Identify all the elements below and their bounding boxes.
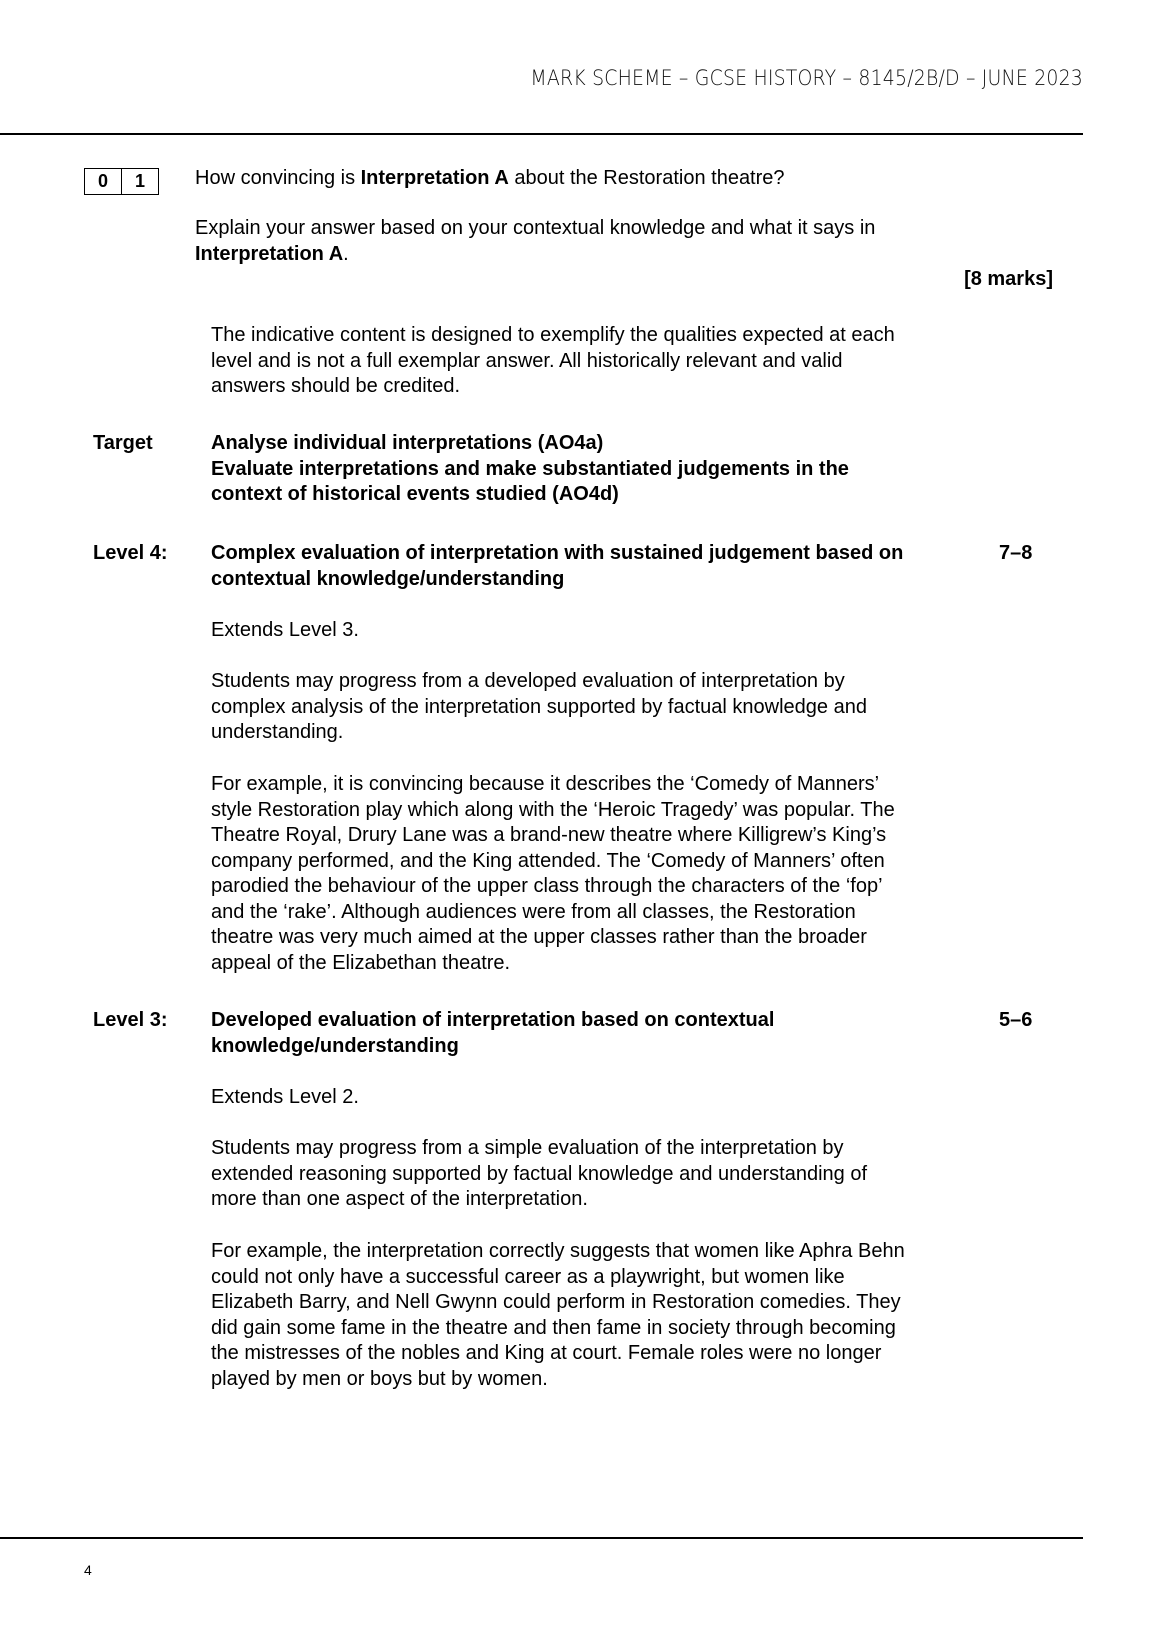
text-line: parodied the behaviour of the upper class through the characters of the ‘fop’ — [211, 875, 883, 897]
text-line: The indicative content is designed to exemplify the qualities expected at each — [211, 324, 895, 346]
indicative-content-note — [211, 323, 971, 400]
marks-label: [8 marks] — [964, 268, 1053, 290]
text-line: and the ‘rake’. Although audiences were from all classes, the Restoration — [211, 900, 856, 923]
text-line: Evaluate interpretations and make substantiated judgements in the — [211, 457, 849, 480]
level-4-descriptor — [211, 541, 971, 592]
text-line: Theatre Royal, Drury Lane was a brand-new theatre where Killigrew’s King’s — [211, 824, 887, 846]
text-line: contextual knowledge/understanding — [211, 567, 565, 590]
question-instruction — [195, 216, 875, 267]
text-line: For example, the interpretation correctly suggests that women like Aphra Behn — [211, 1240, 905, 1262]
level-4-progress — [211, 669, 971, 746]
text-line: Developed evaluation of interpretation based on contextual — [211, 1009, 775, 1031]
text-line: Complex evaluation of interpretation with sustained judgement based on — [211, 542, 904, 564]
text-line: understanding. — [211, 721, 344, 743]
text-line: answers should be credited. — [211, 375, 461, 397]
text-line: more than one aspect of the interpretation. — [211, 1188, 588, 1210]
text-line: Students may progress from a simple evaluation of the interpretation by — [211, 1137, 844, 1159]
footer-rule — [0, 1537, 1083, 1539]
level-3-extends: Extends Level 2. — [211, 1086, 359, 1108]
text-line: context of historical events studied (AO4d) — [211, 483, 619, 505]
text-line: For example, it is convincing because it describes the ‘Comedy of Manners’ — [211, 773, 880, 795]
level-3-descriptor — [211, 1008, 971, 1059]
text-line: appeal of the Elizabethan theatre. — [211, 951, 511, 974]
instruction-line — [195, 242, 875, 268]
running-header: MARK SCHEME – GCSE HISTORY – 8145/2B/D – JUNE 2023 — [530, 66, 1083, 90]
text-line: played by men or boys but by women. — [211, 1367, 548, 1390]
level-3-example — [211, 1239, 971, 1392]
level-3-progress — [211, 1136, 971, 1213]
prompt-text: about the Restoration theatre? — [508, 167, 785, 189]
level-4-label: Level 4: — [93, 542, 168, 564]
text-line: could not only have a successful career as a playwright, but women like — [211, 1265, 845, 1288]
prompt-text: How convincing is — [195, 167, 361, 189]
level-4-mark-range: 7–8 — [999, 542, 1033, 564]
level-3-label: Level 3: — [93, 1009, 168, 1031]
question-digit: 1 — [121, 169, 158, 194]
text-line: Analyse individual interpretations (AO4a) — [211, 432, 604, 454]
level-4-example — [211, 772, 971, 976]
target-label: Target — [93, 432, 153, 454]
text-line: knowledge/understanding — [211, 1034, 459, 1057]
instruction-line: Explain your answer based on your contextual knowledge and what it says in — [195, 217, 876, 239]
question-prompt — [195, 166, 785, 192]
instruction-end: . — [343, 242, 349, 265]
question-number-box — [84, 168, 159, 195]
level-3-mark-range: 5–6 — [999, 1009, 1033, 1031]
question-digit: 0 — [97, 171, 108, 191]
text-line: level and is not a full exemplar answer. All historically relevant and valid — [211, 349, 843, 372]
text-line: style Restoration play which along with the ‘Heroic Tragedy’ was popular. The — [211, 798, 895, 821]
text-line: did gain some fame in the theatre and then fame in society through becoming — [211, 1316, 896, 1339]
text-line: theatre was very much aimed at the upper classes rather than the broader — [211, 926, 867, 948]
text-line: Students may progress from a developed evaluation of interpretation by — [211, 670, 845, 692]
target-objectives — [211, 431, 971, 508]
text-line: Elizabeth Barry, and Nell Gwynn could perform in Restoration comedies. They — [211, 1291, 901, 1313]
instruction-bold: Interpretation A — [195, 242, 344, 265]
header-rule — [0, 133, 1083, 135]
text-line: company performed, and the King attended. The ‘Comedy of Manners’ often — [211, 849, 885, 872]
text-line: complex analysis of the interpretation supported by factual knowledge and — [211, 695, 867, 718]
prompt-bold: Interpretation A — [360, 167, 509, 189]
text-line: extended reasoning supported by factual knowledge and understanding of — [211, 1162, 868, 1185]
level-4-extends: Extends Level 3. — [211, 619, 359, 641]
text-line: the mistresses of the nobles and King at court. Female roles were no longer — [211, 1342, 882, 1364]
page-number: 4 — [84, 1562, 92, 1578]
